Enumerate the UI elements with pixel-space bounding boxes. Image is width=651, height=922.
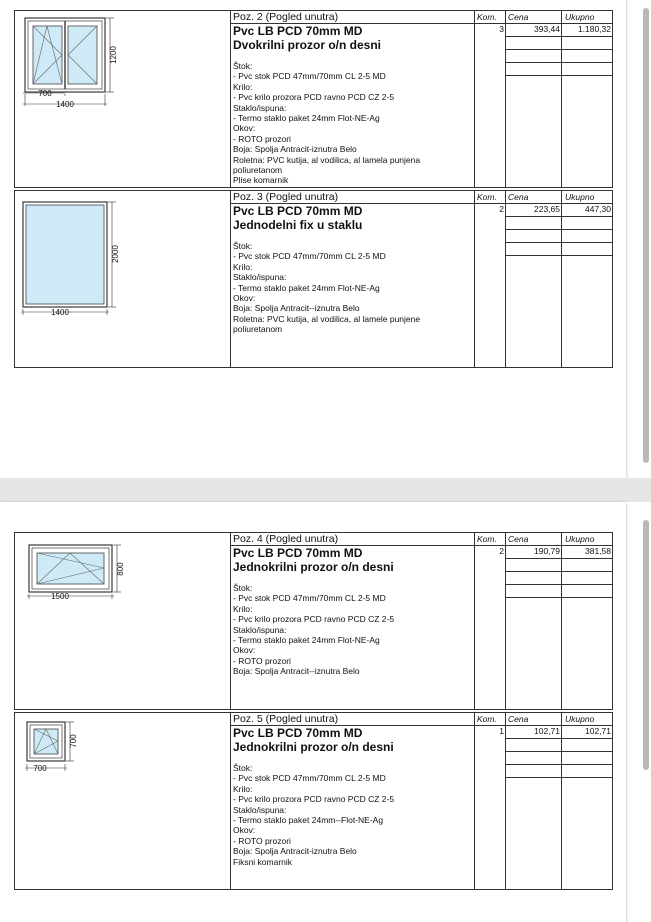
- product-subtitle: Jednodelni fix u staklu: [233, 218, 363, 232]
- quantity: 2: [499, 546, 504, 556]
- fixed-window-drawing: [15, 191, 230, 369]
- header-cena: Cena: [508, 534, 529, 544]
- spec-line: Fiksni komarnik: [233, 856, 293, 867]
- dim-width: 1400: [56, 100, 74, 109]
- window-drawing-cell: [15, 713, 231, 889]
- single-sash-window-drawing: [15, 713, 230, 891]
- header-kom: Kom.: [477, 534, 497, 544]
- dim-sash: 700: [38, 89, 52, 98]
- dim-height: 1200: [109, 46, 118, 64]
- spec-line: Štok:: [233, 241, 253, 251]
- spec-line: - Pvc stok PCD 47mm/70mm CL 2-5 MD: [233, 71, 386, 82]
- window-drawing-cell: [15, 11, 231, 187]
- spec-line: - Termo staklo paket 24mm--Flot-NE-Ag: [233, 815, 384, 826]
- spec-line: Staklo/ispuna:: [233, 624, 287, 635]
- quantity: 3: [499, 24, 504, 34]
- spec-line: - Pvc krilo prozora PCD ravno PCD CZ 2-5: [233, 794, 395, 805]
- spec-line: - Termo staklo paket 24mm Flot-NE-Ag: [233, 113, 380, 124]
- item-description: [231, 11, 475, 187]
- spec-line: - Pvc stok PCD 47mm/70mm CL 2-5 MD: [233, 593, 386, 604]
- price-table: [475, 713, 612, 889]
- header-kom: Kom.: [477, 12, 497, 22]
- spec-line: Krilo:: [233, 603, 253, 614]
- scrollbar-thumb-top[interactable]: [643, 8, 649, 463]
- spec-list: [231, 61, 474, 186]
- quantity: 1: [499, 726, 504, 736]
- unit-price: 102,71: [534, 726, 560, 736]
- product-subtitle: Dvokrilni prozor o/n desni: [233, 38, 382, 52]
- spec-line: Boja: Spolja Antracit--iznutra Belo: [233, 666, 360, 677]
- position-label: Poz. 3 (Pogled unutra): [231, 191, 474, 204]
- spec-line: Roletna: PVC kutija, al vodilica, al lamela punjena: [233, 154, 421, 165]
- position-label: Poz. 5 (Pogled unutra): [231, 713, 474, 726]
- spec-line: Okov:: [233, 825, 256, 836]
- item-description: [231, 713, 475, 889]
- product-subtitle: Jednokrilni prozor o/n desni: [233, 560, 394, 574]
- spec-line: Štok:: [233, 763, 253, 773]
- product-name: Pvc LB PCD 70mm MD: [233, 726, 363, 740]
- product-name: Pvc LB PCD 70mm MD: [233, 24, 363, 38]
- spec-line: Okov:: [233, 645, 256, 656]
- spec-line: poliuretanom: [233, 324, 283, 335]
- header-ukupno: Ukupno: [565, 12, 595, 22]
- price-table: [475, 11, 612, 187]
- single-sash-window-drawing: [15, 533, 230, 711]
- spec-line: Krilo:: [233, 81, 253, 92]
- position-label: Poz. 4 (Pogled unutra): [231, 533, 474, 546]
- double-sash-window-drawing: [15, 11, 230, 189]
- spec-line: - Pvc stok PCD 47mm/70mm CL 2-5 MD: [233, 773, 386, 784]
- spec-line: Krilo:: [233, 261, 253, 272]
- spec-line: Štok:: [233, 61, 253, 71]
- item-poz-4: [14, 532, 613, 710]
- position-label: Poz. 2 (Pogled unutra): [231, 11, 474, 24]
- spec-line: - Termo staklo paket 24mm Flot-NE-Ag: [233, 282, 380, 293]
- spec-line: - Termo staklo paket 24mm Flot-NE-Ag: [233, 635, 380, 646]
- header-cena: Cena: [508, 714, 529, 724]
- spec-line: Staklo/ispuna:: [233, 102, 287, 113]
- header-cena: Cena: [508, 192, 529, 202]
- unit-price: 190,79: [534, 546, 560, 556]
- page-separator: [0, 478, 651, 502]
- price-table: [475, 533, 612, 709]
- spec-line: Roletna: PVC kutija, al vodilica, al lamele punjene: [233, 313, 421, 324]
- spec-line: Boja: Spolja Antracit-iznutra Belo: [233, 846, 357, 857]
- total-price: 1.180,32: [577, 24, 611, 34]
- header-kom: Kom.: [477, 714, 497, 724]
- item-description: [231, 191, 475, 367]
- spec-line: - Pvc krilo prozora PCD ravno PCD CZ 2-5: [233, 92, 395, 103]
- window-drawing-cell: [15, 533, 231, 709]
- dim-height: 2000: [111, 245, 120, 263]
- window-drawing-cell: [15, 191, 231, 367]
- header-kom: Kom.: [477, 192, 497, 202]
- total-price: 102,71: [585, 726, 611, 736]
- spec-list: [231, 583, 474, 677]
- product-subtitle: Jednokrilni prozor o/n desni: [233, 740, 394, 754]
- spec-line: Boja: Spolja Antracit--iznutra Belo: [233, 303, 360, 314]
- spec-line: Štok:: [233, 583, 253, 593]
- header-ukupno: Ukupno: [565, 192, 595, 202]
- total-price: 381,58: [585, 546, 611, 556]
- dim-width: 1400: [51, 308, 69, 317]
- spec-line: Okov:: [233, 293, 256, 304]
- product-name: Pvc LB PCD 70mm MD: [233, 546, 363, 560]
- item-poz-2: [14, 10, 613, 188]
- scrollbar-thumb-bottom[interactable]: [643, 520, 649, 770]
- spec-list: [231, 763, 474, 867]
- spec-list: [231, 241, 474, 335]
- spec-line: - Pvc stok PCD 47mm/70mm CL 2-5 MD: [233, 251, 386, 262]
- spec-line: - Pvc krilo prozora PCD ravno PCD CZ 2-5: [233, 614, 395, 625]
- product-name: Pvc LB PCD 70mm MD: [233, 204, 363, 218]
- spec-line: Okov:: [233, 123, 256, 134]
- header-ukupno: Ukupno: [565, 534, 595, 544]
- dim-height: 700: [69, 734, 78, 748]
- unit-price: 393,44: [534, 24, 560, 34]
- spec-line: - ROTO prozori: [233, 835, 291, 846]
- spec-line: poliuretanom: [233, 165, 283, 176]
- item-description: [231, 533, 475, 709]
- spec-line: - ROTO prozori: [233, 133, 291, 144]
- spec-line: - ROTO prozori: [233, 655, 291, 666]
- dim-width: 700: [33, 764, 47, 773]
- header-ukupno: Ukupno: [565, 714, 595, 724]
- total-price: 447,30: [585, 204, 611, 214]
- unit-price: 223,65: [534, 204, 560, 214]
- dim-width: 1500: [51, 592, 69, 601]
- dim-height: 800: [116, 562, 125, 576]
- spec-line: Krilo:: [233, 783, 253, 794]
- spec-line: Staklo/ispuna:: [233, 272, 287, 283]
- item-poz-3: [14, 190, 613, 368]
- spec-line: Staklo/ispuna:: [233, 804, 287, 815]
- price-table: [475, 191, 612, 367]
- header-cena: Cena: [508, 12, 529, 22]
- spec-line: Boja: Spolja Antracit-iznutra Belo: [233, 144, 357, 155]
- quantity: 2: [499, 204, 504, 214]
- spec-line: Plise komarnik: [233, 175, 289, 186]
- item-poz-5: [14, 712, 613, 890]
